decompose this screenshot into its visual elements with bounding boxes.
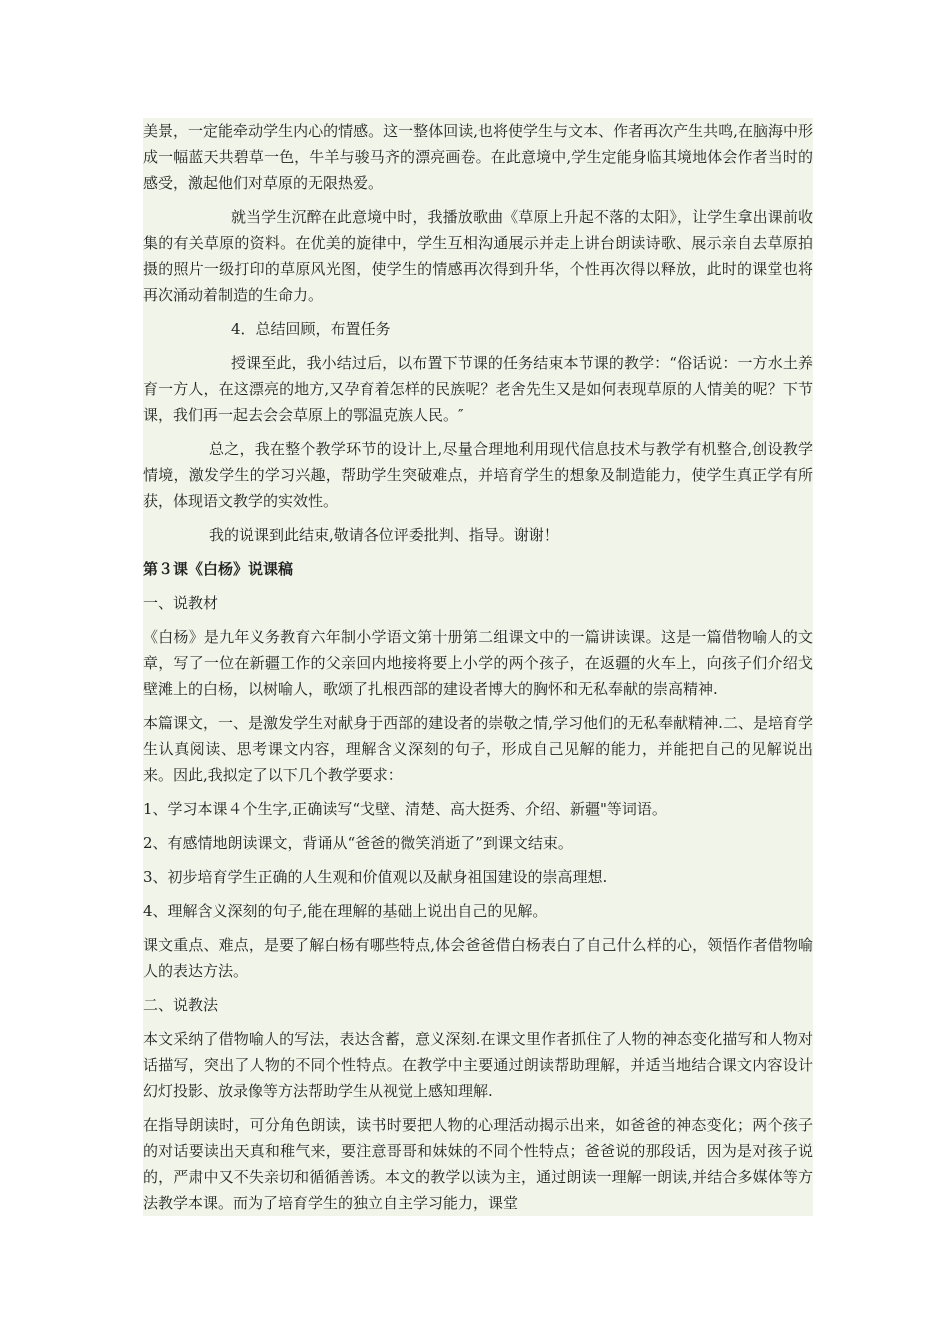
section-heading: 一、说教材 (143, 594, 219, 612)
paragraph: 在指导朗读时，可分角色朗读，读书时要把人物的心理活动揭示出来，如爸爸的神态变化；两个孩子的对话要读出天真和稚气来，要注意哥哥和妹妹的不同个性特点；爸爸说的那段话，因为是对孩子说的，严肃中又不失亲切和循循善诱。本文的教学以读为主，通过朗读一理解一朗读,并结合多媒体等方法教学本课。而为了培育学生的独立自主学习能力，课堂 (143, 1116, 813, 1212)
section-heading: 二、说教法 (143, 996, 219, 1014)
list-item: 3、初步培育学生正确的人生观和价值观以及献身祖国建设的崇高理想. (143, 868, 608, 886)
list-item: 1、学习本课４个生字,正确读写“戈壁、清楚、高大挺秀、介绍、新疆"等词语。 (143, 800, 667, 818)
paragraph: 总之，我在整个教学环节的设计上,尽量合理地利用现代信息技术与教学有机整合,创设教学情境，激发学生的学习兴趣，帮助学生突破难点，并培育学生的想象及制造能力，使学生真正学有所获，体现语文教学的实效性。 (143, 440, 813, 510)
list-item: 4、理解含义深刻的句子,能在理解的基础上说出自己的见解。 (143, 902, 548, 920)
lesson-title: 第３课《白杨》说课稿 (143, 560, 294, 578)
paragraph: 美景，一定能牵动学生内心的情感。这一整体回读,也将使学生与文本、作者再次产生共鸣,在脑海中形成一幅蓝天共碧草一色，牛羊与骏马齐的漂亮画卷。在此意境中,学生定能身临其境地体会作者当时的感受，激起他们对草原的无限热爱。 (143, 122, 813, 192)
paragraph: 课文重点、难点，是要了解白杨有哪些特点,体会爸爸借白杨表白了自己什么样的心，领悟作者借物喻人的表达方法。 (143, 936, 813, 980)
paragraph: 《白杨》是九年义务教育六年制小学语文第十册第二组课文中的一篇讲读课。这是一篇借物喻人的文章，写了一位在新疆工作的父亲回内地接将要上小学的两个孩子，在返疆的火车上，向孩子们介绍戈壁滩上的白杨，以树喻人，歌颂了扎根西部的建设者博大的胸怀和无私奉献的崇高精神. (143, 628, 813, 698)
paragraph: 本篇课文，一、是激发学生对献身于西部的建设者的崇敬之情,学习他们的无私奉献精神.二、是培育学生认真阅读、思考课文内容，理解含义深刻的句子，形成自己见解的能力，并能把自己的见解说出来。因此,我拟定了以下几个教学要求： (143, 714, 813, 784)
list-item: 2、有感情地朗读课文，背诵从“爸爸的微笑消逝了”到课文结束。 (143, 834, 573, 852)
closing-line: 我的说课到此结束,敬请各位评委批判、指导。谢谢！ (209, 526, 559, 544)
document-page (143, 118, 813, 1216)
paragraph: 授课至此，我小结过后，以布置下节课的任务结束本节课的教学：“俗话说：一方水土养育一方人，在这漂亮的地方,又孕育着怎样的民族呢？老舍先生又是如何表现草原的人情美的呢？下节课，我们再一起去会会草原上的鄂温克族人民。″ (143, 354, 813, 424)
paragraph: 本文采纳了借物喻人的写法，表达含蓄，意义深刻.在课文里作者抓住了人物的神态变化描写和人物对话描写，突出了人物的不同个性特点。在教学中主要通过朗读帮助理解，并适当地结合课文内容设计幻灯投影、放录像等方法帮助学生从视觉上感知理解. (143, 1030, 813, 1100)
paragraph: 就当学生沉醉在此意境中时，我播放歌曲《草原上升起不落的太阳》，让学生拿出课前收集的有关草原的资料。在优美的旋律中，学生互相沟通展示并走上讲台朗读诗歌、展示亲自去草原拍摄的照片一级打印的草原风光图，使学生的情感再次得到升华，个性再次得以释放，此时的课堂也将再次涌动着制造的生命力。 (143, 208, 813, 304)
step-heading: 4．总结回顾，布置任务 (231, 320, 391, 338)
